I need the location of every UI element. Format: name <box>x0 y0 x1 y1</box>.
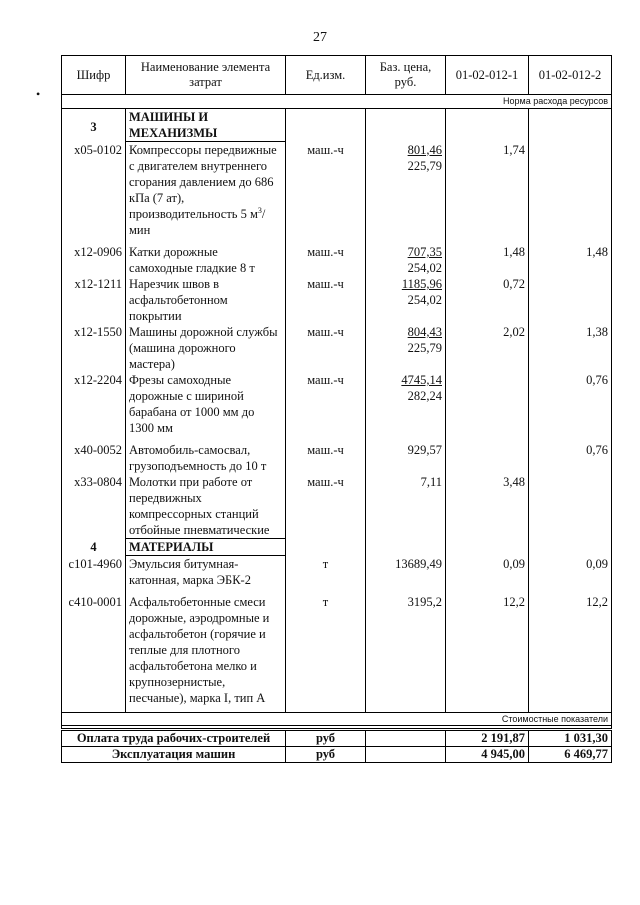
total-row <box>62 747 612 763</box>
row-name: Машины дорожной службы (машина дорожного мастера) <box>126 324 286 372</box>
table-row <box>62 142 612 239</box>
row-code: с410-0001 <box>62 594 126 706</box>
row-price: 7,11 <box>366 474 446 539</box>
row-value-2: 0,76 <box>529 442 612 474</box>
row-price: 4745,14 282,24 <box>366 372 446 436</box>
row-price: 929,57 <box>366 442 446 474</box>
total-value-1: 4 945,00 <box>446 747 529 763</box>
row-price: 13689,49 <box>366 556 446 589</box>
table-row <box>62 594 612 706</box>
row-unit: т <box>286 556 366 589</box>
cost-indicators-label: Стоимостные показатели <box>62 713 612 726</box>
header-unit: Ед.изм. <box>286 56 366 95</box>
total-unit: руб <box>286 730 366 747</box>
total-value-2: 6 469,77 <box>529 747 612 763</box>
row-code: х12-2204 <box>62 372 126 436</box>
header-code: Шифр <box>62 56 126 95</box>
row-name: Компрессоры передвижные с двигателем внутреннего сгорания давлением до 686 кПа (7 ат), производительность 5 $м^3$/мин <box>126 142 286 239</box>
norm-label: Норма расхода ресурсов <box>62 95 612 109</box>
row-unit: маш.-ч <box>286 474 366 539</box>
row-name: Автомобиль-самосвал, грузоподъемность до 10 т <box>126 442 286 474</box>
total-unit: руб <box>286 747 366 763</box>
row-value-1 <box>446 442 529 474</box>
row-code: х12-1211 <box>62 276 126 324</box>
page-number: 27 <box>313 30 327 45</box>
section-number: 4 <box>62 539 126 556</box>
header-name: Наименование элемента затрат <box>126 56 286 95</box>
row-name: Фрезы самоходные дорожные с шириной барабана от 1000 мм до 1300 мм <box>126 372 286 436</box>
section-header <box>62 539 612 556</box>
row-price: 3195,2 <box>366 594 446 706</box>
header-col2: 01-02-012-2 <box>529 56 612 95</box>
row-code: х12-0906 <box>62 244 126 276</box>
section-number: 3 <box>62 109 126 142</box>
row-unit: маш.-ч <box>286 276 366 324</box>
resource-table <box>61 55 612 763</box>
row-value-1: 0,09 <box>446 556 529 589</box>
row-unit: маш.-ч <box>286 324 366 372</box>
row-name: Эмульсия битумная-катонная, марка ЭБК-2 <box>126 556 286 589</box>
row-name: Молотки при работе от передвижных компрессорных станций отбойные пневматические <box>126 474 286 539</box>
row-unit: маш.-ч <box>286 442 366 474</box>
row-value-2: 12,2 <box>529 594 612 706</box>
total-value-1: 2 191,87 <box>446 730 529 747</box>
row-unit: маш.-ч <box>286 142 366 239</box>
total-label: Эксплуатация машин <box>62 747 286 763</box>
row-value-1: 12,2 <box>446 594 529 706</box>
row-value-1: 0,72 <box>446 276 529 324</box>
row-value-1: 1,74 <box>446 142 529 239</box>
total-row <box>62 730 612 747</box>
table-row <box>62 324 612 372</box>
row-value-2 <box>529 276 612 324</box>
row-price: 801,46 225,79 <box>366 142 446 239</box>
row-price: 707,35 254,02 <box>366 244 446 276</box>
row-value-2: 1,48 <box>529 244 612 276</box>
table-row <box>62 372 612 436</box>
row-value-1: 3,48 <box>446 474 529 539</box>
row-value-1: 1,48 <box>446 244 529 276</box>
row-code: х12-1550 <box>62 324 126 372</box>
table-header-row <box>62 56 612 95</box>
table-row <box>62 276 612 324</box>
row-code: х33-0804 <box>62 474 126 539</box>
table-row <box>62 556 612 589</box>
row-code: х40-0052 <box>62 442 126 474</box>
row-unit: т <box>286 594 366 706</box>
row-code: с101-4960 <box>62 556 126 589</box>
row-value-1: 2,02 <box>446 324 529 372</box>
row-name: Катки дорожные самоходные гладкие 8 т <box>126 244 286 276</box>
row-name: Асфальтобетонные смеси дорожные, аэродромные и асфальтобетон (горячие и теплые для плотного асфальтобетона мелко и крупнозернистые, песчаные), марка I, тип А <box>126 594 286 706</box>
row-unit: маш.-ч <box>286 372 366 436</box>
row-value-1 <box>446 372 529 436</box>
row-value-2 <box>529 142 612 239</box>
table-row <box>62 244 612 276</box>
row-price: 1185,96 254,02 <box>366 276 446 324</box>
row-code: х05-0102 <box>62 142 126 239</box>
row-value-2: 1,38 <box>529 324 612 372</box>
section-header <box>62 109 612 142</box>
row-price: 804,43 225,79 <box>366 324 446 372</box>
row-value-2: 0,09 <box>529 556 612 589</box>
total-label: Оплата труда рабочих-строителей <box>62 730 286 747</box>
table-row <box>62 474 612 539</box>
norm-row <box>62 95 612 109</box>
total-value-2: 1 031,30 <box>529 730 612 747</box>
margin-dot: • <box>36 87 41 101</box>
table-row <box>62 442 612 474</box>
section-title: МАТЕРИАЛЫ <box>126 539 286 556</box>
cost-indicators-row <box>62 713 612 726</box>
row-value-2: 0,76 <box>529 372 612 436</box>
header-price: Баз. цена, руб. <box>366 56 446 95</box>
row-value-2 <box>529 474 612 539</box>
section-title: МАШИНЫ И МЕХАНИЗМЫ <box>126 109 286 142</box>
row-unit: маш.-ч <box>286 244 366 276</box>
row-name: Нарезчик швов в асфальтобетонном покрытии <box>126 276 286 324</box>
header-col1: 01-02-012-1 <box>446 56 529 95</box>
